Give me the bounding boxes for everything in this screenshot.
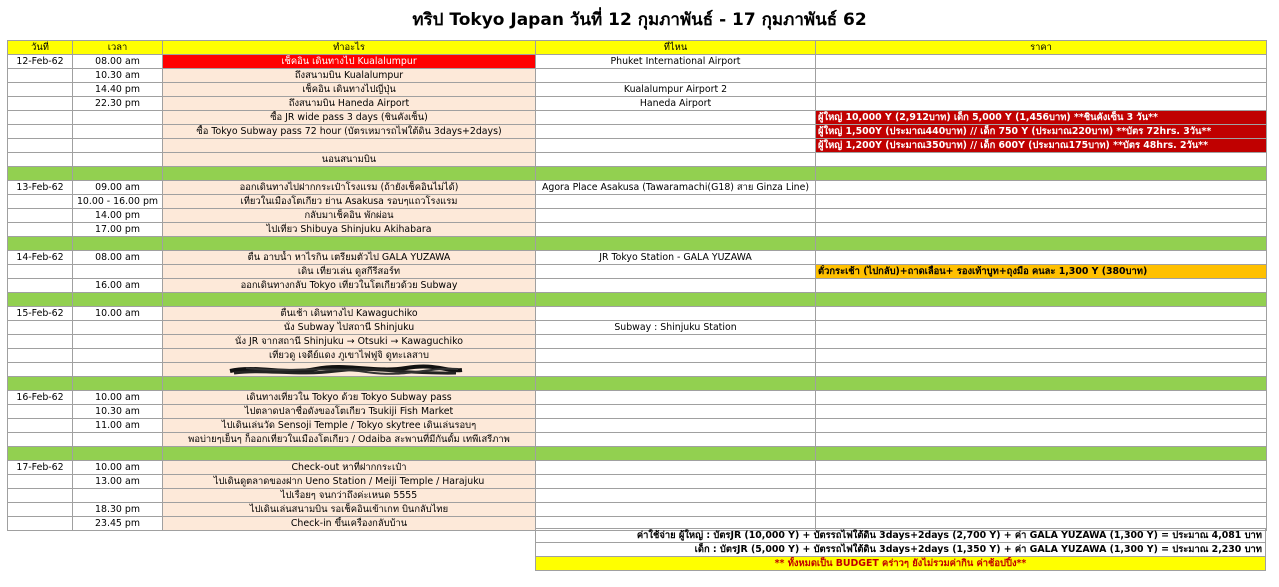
table-row	[8, 475, 1267, 489]
table-row	[8, 433, 1267, 447]
date-cell	[8, 69, 73, 83]
time-cell: 18.30 pm	[73, 503, 163, 517]
time-cell: 13.00 am	[73, 475, 163, 489]
activity-cell: ซื้อ JR wide pass 3 days (ชินคังเซ็น)	[163, 111, 536, 125]
price-cell	[816, 321, 1267, 335]
date-cell	[8, 503, 73, 517]
time-cell	[73, 111, 163, 125]
time-cell: 22.30 pm	[73, 97, 163, 111]
table-row	[8, 153, 1267, 167]
table-row	[8, 489, 1267, 503]
location-cell	[536, 279, 816, 293]
time-cell	[73, 489, 163, 503]
activity-cell: ออกเดินทางไปฝากกระเป๋าโรงแรม (ถ้ายังเช็คอินไม่ได้)	[163, 181, 536, 195]
time-cell: 10.00 am	[73, 461, 163, 475]
scribble-redaction	[226, 361, 466, 379]
date-cell	[8, 489, 73, 503]
budget-note: ** ทั้งหมดเป็น BUDGET คร่าวๆ ยังไม่รวมค่ากิน ค่าช้อปปิ้ง**	[536, 557, 1266, 571]
price-cell	[816, 391, 1267, 405]
column-header: ราคา	[816, 41, 1267, 55]
activity-cell: ตื่น อาบน้ำ หาไรกิน เตรียมตัวไป GALA YUZAWA	[163, 251, 536, 265]
table-row	[8, 405, 1267, 419]
price-cell	[816, 503, 1267, 517]
time-cell: 10.00 - 16.00 pm	[73, 195, 163, 209]
date-cell	[8, 125, 73, 139]
date-cell	[8, 363, 73, 377]
activity-cell: เช็คอิน เดินทางไปญี่ปุ่น	[163, 83, 536, 97]
time-cell	[73, 139, 163, 153]
location-cell: JR Tokyo Station - GALA YUZAWA	[536, 251, 816, 265]
location-cell: Agora Place Asakusa (Tawaramachi(G18) สาย Ginza Line)	[536, 181, 816, 195]
date-cell: 12-Feb-62	[8, 55, 73, 69]
time-cell: 10.30 am	[73, 405, 163, 419]
time-cell: 14.40 pm	[73, 83, 163, 97]
budget-adult: ค่าใช้จ่าย ผู้ใหญ่ : บัตรJR (10,000 Y) + บัตรรถไฟใต้ดิน 3days+2days (2,700 Y) + ค่า GALA YUZAWA (1,300 Y) = ประมาณ 4,081 บาท	[536, 529, 1266, 543]
location-cell	[536, 475, 816, 489]
time-cell	[73, 433, 163, 447]
activity-cell: Check-out หาที่ฝากกระเป๋า	[163, 461, 536, 475]
date-cell	[8, 97, 73, 111]
time-cell	[73, 153, 163, 167]
price-cell	[816, 209, 1267, 223]
time-cell	[73, 335, 163, 349]
table-row	[8, 83, 1267, 97]
column-header: วันที่	[8, 41, 73, 55]
time-cell: 08.00 am	[73, 251, 163, 265]
column-header: ที่ไหน	[536, 41, 816, 55]
price-cell: ผู้ใหญ่ 10,000 Y (2,912บาท) เด็ก 5,000 Y (1,456บาท) **ชินคังเซ็น 3 วัน**	[816, 111, 1267, 125]
date-cell	[8, 405, 73, 419]
table-row	[8, 419, 1267, 433]
location-cell	[536, 349, 816, 363]
location-cell	[536, 489, 816, 503]
price-cell	[816, 69, 1267, 83]
time-cell: 10.00 am	[73, 391, 163, 405]
location-cell: Haneda Airport	[536, 97, 816, 111]
activity-cell: ออกเดินทางกลับ Tokyo เที่ยวในโตเกียวด้วย Subway	[163, 279, 536, 293]
activity-cell: ตื่นเช้า เดินทางไป Kawaguchiko	[163, 307, 536, 321]
activity-cell: ไปตลาดปลาชื่อดังของโตเกียว Tsukiji Fish Market	[163, 405, 536, 419]
date-cell	[8, 223, 73, 237]
header-row	[8, 41, 1267, 55]
date-cell	[8, 517, 73, 531]
day-separator	[8, 447, 1267, 461]
table-row	[8, 265, 1267, 279]
time-cell: 09.00 am	[73, 181, 163, 195]
time-cell: 16.00 am	[73, 279, 163, 293]
date-cell	[8, 195, 73, 209]
price-cell: ผู้ใหญ่ 1,200Y (ประมาณ350บาท) // เด็ก 600Y (ประมาณ175บาท) **บัตร 48hrs. 2วัน**	[816, 139, 1267, 153]
column-header: ทำอะไร	[163, 41, 536, 55]
location-cell	[536, 125, 816, 139]
price-cell	[816, 181, 1267, 195]
location-cell	[536, 111, 816, 125]
table-row	[8, 195, 1267, 209]
table-row	[8, 307, 1267, 321]
activity-cell: ไปเดินดูตลาดของฝาก Ueno Station / Meiji Temple / Harajuku	[163, 475, 536, 489]
date-cell: 14-Feb-62	[8, 251, 73, 265]
date-cell	[8, 209, 73, 223]
date-cell	[8, 419, 73, 433]
activity-cell: Check-in ขึ้นเครื่องกลับบ้าน	[163, 517, 536, 531]
page-title: ทริป Tokyo Japan วันที่ 12 กุมภาพันธ์ - 17 กุมภาพันธ์ 62	[412, 10, 867, 30]
price-cell	[816, 83, 1267, 97]
location-cell	[536, 363, 816, 377]
price-cell	[816, 335, 1267, 349]
day-separator	[8, 377, 1267, 391]
activity-cell: ถึงสนามบิน Haneda Airport	[163, 97, 536, 111]
activity-cell: ไปเรื่อยๆ จนกว่าถึงค่ะเหนด 5555	[163, 489, 536, 503]
budget-summary	[535, 528, 1266, 571]
table-row	[8, 209, 1267, 223]
activity-cell: นั่ง JR จากสถานี Shinjuku → Otsuki → Kawaguchiko	[163, 335, 536, 349]
table-row	[8, 279, 1267, 293]
time-cell	[73, 265, 163, 279]
location-cell	[536, 195, 816, 209]
activity-cell: เที่ยวดู เจดีย์แดง ภูเขาไฟฟูจิ ดูทะเลสาบ	[163, 349, 536, 363]
time-cell: 23.45 pm	[73, 517, 163, 531]
date-cell	[8, 321, 73, 335]
location-cell	[536, 209, 816, 223]
price-cell	[816, 461, 1267, 475]
price-cell	[816, 349, 1267, 363]
location-cell	[536, 307, 816, 321]
location-cell	[536, 405, 816, 419]
date-cell	[8, 349, 73, 363]
location-cell	[536, 139, 816, 153]
time-cell	[73, 321, 163, 335]
table-row	[8, 111, 1267, 125]
column-header: เวลา	[73, 41, 163, 55]
price-cell	[816, 223, 1267, 237]
date-cell	[8, 279, 73, 293]
location-cell	[536, 461, 816, 475]
date-cell	[8, 139, 73, 153]
day-separator	[8, 237, 1267, 251]
location-cell	[536, 391, 816, 405]
price-cell	[816, 419, 1267, 433]
location-cell: Phuket International Airport	[536, 55, 816, 69]
time-cell	[73, 125, 163, 139]
date-cell	[8, 111, 73, 125]
price-cell	[816, 307, 1267, 321]
date-cell: 17-Feb-62	[8, 461, 73, 475]
table-row	[8, 223, 1267, 237]
time-cell: 14.00 pm	[73, 209, 163, 223]
table-row	[8, 349, 1267, 363]
table-row	[8, 461, 1267, 475]
activity-cell: พอบ่ายๆเย็นๆ ก็ออกเที่ยวในเมืองโตเกียว / Odaiba สะพานที่มีกันดั้ม เทพีเสรีภาพ	[163, 433, 536, 447]
activity-cell: กลับมาเช็คอิน พักผ่อน	[163, 209, 536, 223]
price-cell	[816, 251, 1267, 265]
table-row	[8, 391, 1267, 405]
table-row	[8, 335, 1267, 349]
time-cell: 11.00 am	[73, 419, 163, 433]
time-cell: 10.30 am	[73, 69, 163, 83]
activity-cell: ซื้อ Tokyo Subway pass 72 hour (บัตรเหมารถไฟใต้ดิน 3days+2days)	[163, 125, 536, 139]
itinerary-table	[7, 40, 1267, 531]
activity-cell	[163, 139, 536, 153]
table-row	[8, 503, 1267, 517]
table-row	[8, 139, 1267, 153]
time-cell: 08.00 am	[73, 55, 163, 69]
time-cell	[73, 363, 163, 377]
price-cell	[816, 433, 1267, 447]
activity-cell: เช็คอิน เดินทางไป Kualalumpur	[163, 55, 536, 69]
location-cell	[536, 265, 816, 279]
budget-child: เด็ก : บัตรJR (5,000 Y) + บัตรรถไฟใต้ดิน 3days+2days (1,350 Y) + ค่า GALA YUZAWA (1,300 Y) = ประมาณ 2,230 บาท	[536, 543, 1266, 557]
date-cell	[8, 335, 73, 349]
table-row	[8, 97, 1267, 111]
price-cell	[816, 55, 1267, 69]
day-separator	[8, 167, 1267, 181]
location-cell	[536, 335, 816, 349]
location-cell	[536, 503, 816, 517]
day-separator	[8, 293, 1267, 307]
location-cell	[536, 419, 816, 433]
time-cell: 10.00 am	[73, 307, 163, 321]
location-cell: Subway : Shinjuku Station	[536, 321, 816, 335]
date-cell: 13-Feb-62	[8, 181, 73, 195]
table-row	[8, 55, 1267, 69]
location-cell: Kualalumpur Airport 2	[536, 83, 816, 97]
date-cell: 16-Feb-62	[8, 391, 73, 405]
location-cell	[536, 153, 816, 167]
activity-cell: ถึงสนามบิน Kualalumpur	[163, 69, 536, 83]
table-row	[8, 69, 1267, 83]
price-cell	[816, 195, 1267, 209]
price-cell	[816, 363, 1267, 377]
price-cell	[816, 153, 1267, 167]
date-cell	[8, 475, 73, 489]
table-row	[8, 251, 1267, 265]
location-cell	[536, 223, 816, 237]
price-cell	[816, 97, 1267, 111]
activity-cell: ไปเดินเล่นสนามบิน รอเช็คอินเข้าเกท บินกลับไทย	[163, 503, 536, 517]
date-cell: 15-Feb-62	[8, 307, 73, 321]
time-cell	[73, 349, 163, 363]
date-cell	[8, 83, 73, 97]
activity-cell: นั่ง Subway ไปสถานี Shinjuku	[163, 321, 536, 335]
price-cell: ตั๋วกระเช้า (ไปกลับ)+ถาดเลื่อน+ รองเท้าบูท+ถุงมือ คนละ 1,300 Y (380บาท)	[816, 265, 1267, 279]
activity-cell: เที่ยวในเมืองโตเกียว ย่าน Asakusa รอบๆแถวโรงแรม	[163, 195, 536, 209]
table-row	[8, 321, 1267, 335]
date-cell	[8, 265, 73, 279]
date-cell	[8, 153, 73, 167]
price-cell	[816, 475, 1267, 489]
activity-cell: เดินทางเที่ยวใน Tokyo ด้วย Tokyo Subway pass	[163, 391, 536, 405]
price-cell: ผู้ใหญ่ 1,500Y (ประมาณ440บาท) // เด็ก 750 Y (ประมาณ220บาท) **บัตร 72hrs. 3วัน**	[816, 125, 1267, 139]
table-row	[8, 125, 1267, 139]
activity-cell: เดิน เที่ยวเล่น ดูสกีรีสอร์ท	[163, 265, 536, 279]
time-cell: 17.00 pm	[73, 223, 163, 237]
table-row	[8, 181, 1267, 195]
price-cell	[816, 279, 1267, 293]
table-row	[8, 363, 1267, 377]
activity-cell: ไปเดินเล่นวัด Sensoji Temple / Tokyo skytree เดินเล่นรอบๆ	[163, 419, 536, 433]
activity-cell: นอนสนามบิน	[163, 153, 536, 167]
location-cell	[536, 433, 816, 447]
price-cell	[816, 405, 1267, 419]
price-cell	[816, 489, 1267, 503]
location-cell	[536, 69, 816, 83]
date-cell	[8, 433, 73, 447]
activity-cell: ไปเที่ยว Shibuya Shinjuku Akihabara	[163, 223, 536, 237]
